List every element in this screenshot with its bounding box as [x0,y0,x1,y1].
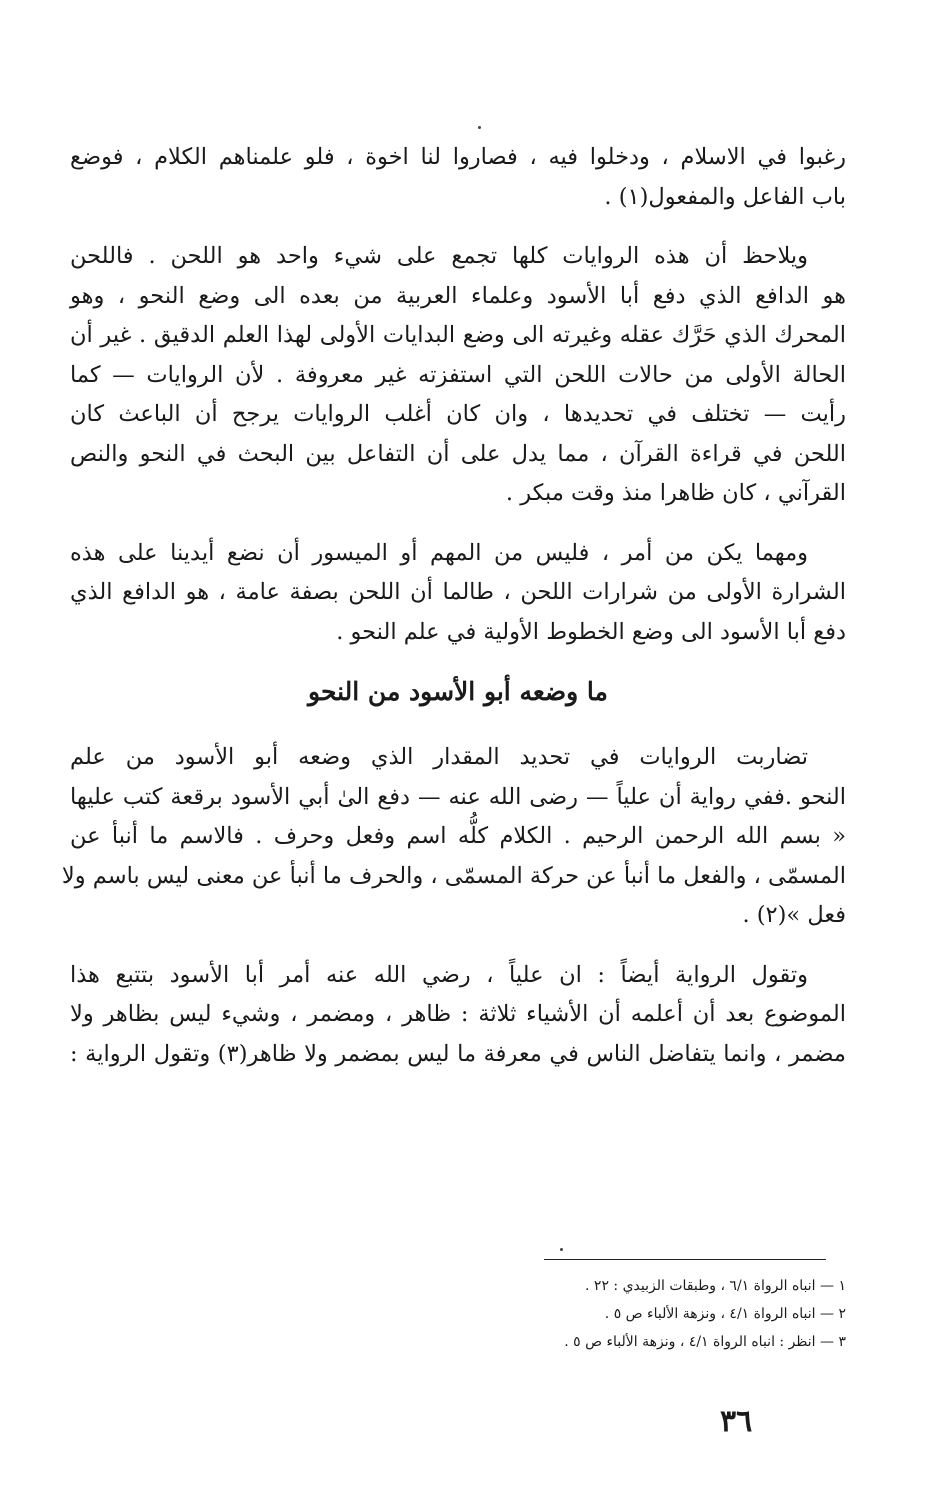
text-line: ويلاحظ أن هذه الروايات كلها تجمع على شيء واحد هو اللحن . فاللحن [70,243,808,269]
paragraph-3 [70,534,846,653]
footnote-2: ٢ — انباه الرواة ٤/١ ، ونزهة الألباء ص ٥ . [604,1306,846,1322]
paragraph-5 [70,956,846,1075]
footnotes [564,1272,846,1356]
text-line: مضمر ، وانما يتفاضل الناس في معرفة ما ليس بمضمر ولا ظاهر(٣) وتقول الرواية : [70,1040,846,1067]
text-line: ومهما يكن من أمر ، فليس من المهم أو الميسور أن نضع أيدينا على هذه [70,539,808,566]
paragraph-1 [70,138,846,217]
top-speck [478,126,481,129]
text-line: وتقول الرواية أيضاً : ان علياً ، رضي الله عنه أمر أبا الأسود بتتبع هذا [70,961,808,988]
footnote-1: ١ — انباه الرواة ٦/١ ، وطبقات الزبيدي : ٢٢ . [585,1278,846,1294]
section-heading: ما وضعه أبو الأسود من النحو [308,677,608,706]
footnote-separator [544,1259,826,1260]
page-body [61,138,846,1094]
rule-speck [560,1248,563,1251]
text-line: رأيت — تختلف في تحديدها ، وان كان أغلب الروايات يرجح أن الباعث كان [70,401,846,427]
paragraph-2 [70,237,846,514]
footnote-3: ٣ — انظر : انباه الرواة ٤/١ ، ونزهة الألباء ص ٥ . [564,1334,846,1350]
text-line: اللحن في قراءة القرآن ، مما يدل على أن التفاعل بين البحث في النحو والنص [70,440,846,467]
text-line: هو الدافع الذي دفع أبا الأسود وعلماء العربية من بعده الى وضع النحو ، وهو [70,282,846,309]
text-line: رغبوا في الاسلام ، ودخلوا فيه ، فصاروا لنا اخوة ، فلو علمناهم الكلام ، فوضع [70,144,846,170]
text-line: الحالة الأولى من حالات اللحن التي استفزته غير معروفة . لأن الروايات — كما [70,361,846,388]
text-line: القرآني ، كان ظاهرا منذ وقت مبكر . [505,480,846,506]
text-line: دفع أبا الأسود الى وضع الخطوط الأولية في علم النحو . [336,618,846,645]
text-line: المسمّى ، والفعل ما أنبأ عن حركة المسمّى ، والحرف ما أنبأ عن معنى ليس باسم ولا [61,862,846,889]
text-line: « بسم الله الرحمن الرحيم . الكلام كلُّه اسم وفعل وحرف . فالاسم ما أنبأ عن [70,823,846,849]
text-line: المحرك الذي حَرَّك عقله وغيرته الى وضع البدايات الأولى لهذا العلم الدقيق . غير أن [70,322,846,348]
page-number: ٣٦ [720,1404,753,1439]
paragraph-4 [61,738,846,936]
text-line: النحو .ففي رواية أن علياً — رضى الله عنه — دفع الىٰ أبي الأسود برقعة كتب عليها [70,783,846,810]
text-line: باب الفاعل والمفعول(١) . [604,183,846,210]
text-line: تضاربت الروايات في تحديد المقدار الذي وضعه أبو الأسود من علم [70,744,808,770]
text-line: الموضوع بعد أن أعلمه أن الأشياء ثلاثة : ظاهر ، ومضمر ، وشيء ليس بظاهر ولا [70,1001,846,1027]
text-line: الشرارة الأولى من شرارات اللحن ، طالما أن اللحن بصفة عامة ، هو الدافع الذي [70,579,846,605]
text-line: فعل »(٢) . [742,902,846,928]
